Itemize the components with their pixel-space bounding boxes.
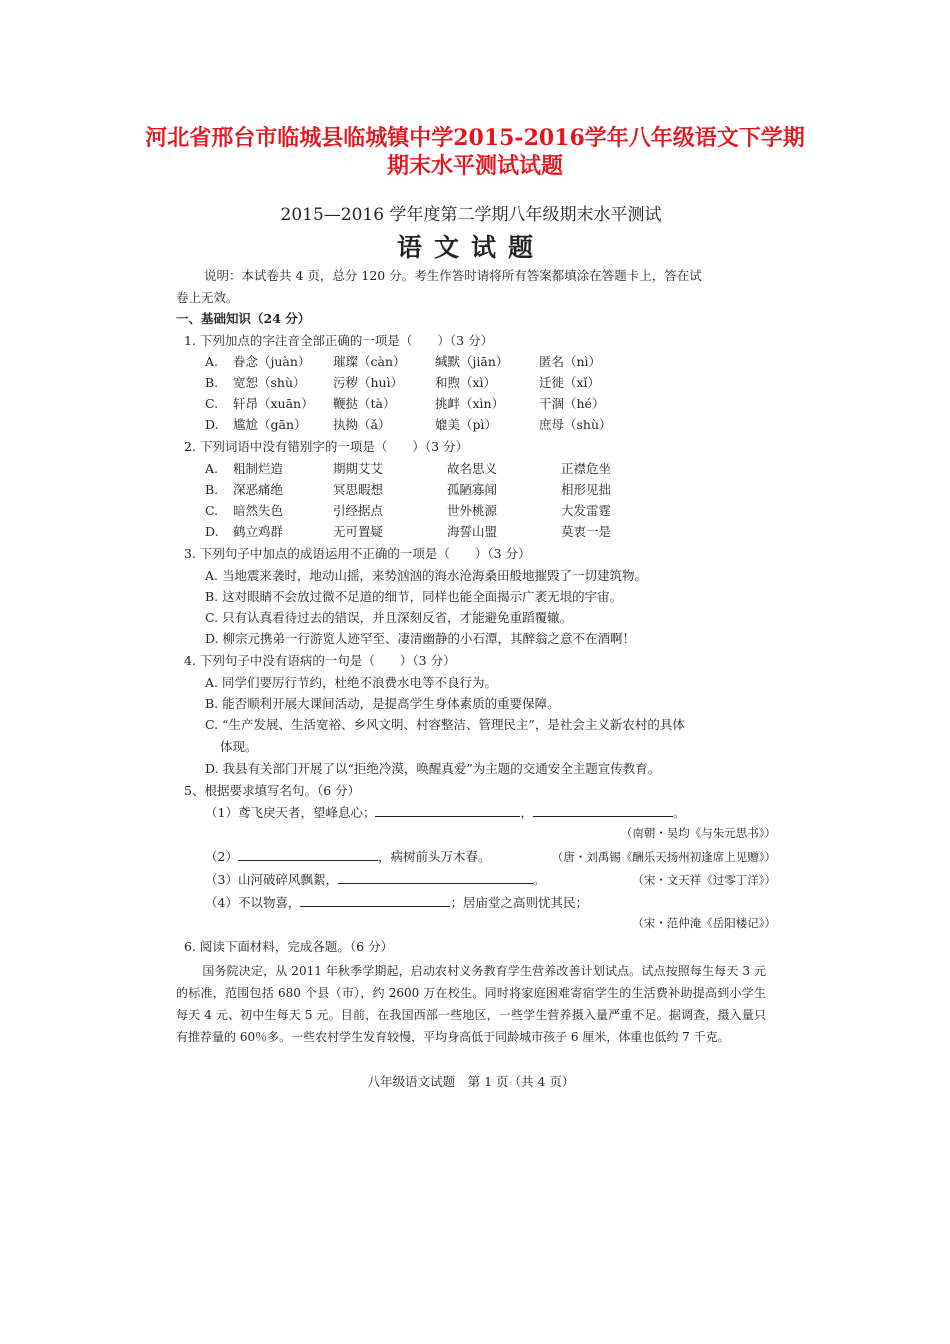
exam-subject: 语文试题 (396, 233, 545, 262)
item-number: （2） (205, 849, 238, 864)
option-letter: C. (205, 503, 219, 518)
verse-text: 。 (532, 872, 546, 887)
option-word: 庶母（shù） (539, 417, 612, 432)
question-1-option-c (205, 395, 639, 413)
fill-in-item-3 (205, 871, 545, 889)
answer-blank[interactable] (375, 804, 520, 817)
question-2-option-d (205, 523, 661, 541)
option-word: 璀璨（càn） (333, 354, 406, 369)
source-citation: （宋・范仲淹《岳阳楼记》） (632, 916, 776, 930)
option-word: 冥思暇想 (333, 482, 384, 497)
option-letter: D. (205, 417, 219, 432)
question-2-option-a (205, 460, 661, 478)
question-1-option-a (205, 353, 639, 371)
answer-blank[interactable] (238, 848, 378, 861)
document-title (0, 124, 950, 180)
document-title-line-1: 河北省邢台市临城县临城镇中学2015-2016学年八年级语文下学期 (145, 125, 805, 151)
question-3-option-b: B. 这对眼睛不会放过微不足道的细节，同样也能全面揭示广袤无垠的宇宙。 (205, 589, 623, 604)
instructions-line-1: 说明：本试卷共 4 页，总分 120 分。考生作答时请将所有答案都填涂在答题卡上，答在试 (204, 268, 702, 283)
item-number: （1） (205, 805, 238, 820)
question-3-stem: 3. 下列句子中加点的成语运用不正确的一项是（ ）（3 分） (184, 546, 531, 561)
option-word: 暗然失色 (233, 503, 284, 518)
option-word: 鹤立鸡群 (233, 524, 284, 539)
question-1-option-d (205, 416, 639, 434)
option-word: 故名思义 (447, 461, 498, 476)
item-number: （3） (205, 872, 238, 887)
option-word: 污秽（huì） (333, 375, 404, 390)
option-word: 和煦（xì） (435, 375, 497, 390)
option-letter: A. (205, 354, 219, 369)
question-4-option-d: D. 我县有关部门开展了以“拒绝冷漠，唤醒真爱”为主题的交通安全主题宣传教育。 (205, 761, 661, 776)
question-4-option-c-cont: 体现。 (220, 739, 258, 754)
option-word: 匿名（nì） (539, 354, 602, 369)
question-3-option-d: D. 柳宗元携弟一行游览人迹罕至、凄清幽静的小石潭，其醉翁之意不在酒啊！ (205, 631, 636, 646)
option-word: 轩昂（xuān） (233, 396, 314, 411)
verse-text: ；居庙堂之高则忧其民； (450, 895, 588, 910)
question-4-option-c: C. “生产发展、生活宽裕、乡风文明、村容整洁、管理民主”，是社会主义新农村的具体 (205, 717, 685, 732)
question-3-option-a: A. 当地震来袭时，地动山摇，来势汹汹的海水沧海桑田般地摧毁了一切建筑物。 (205, 568, 647, 583)
option-word: 无可置疑 (333, 524, 384, 539)
verse-text: 不以物喜， (237, 895, 301, 910)
page-footer: 八年级语文试题 第 1 页（共 4 页） (367, 1074, 575, 1089)
source-citation: （南朝・吴均《与朱元思书》） (620, 826, 776, 840)
source-citation: （宋・文天祥《过零丁洋》） (632, 873, 776, 887)
option-word: 正襟危坐 (561, 461, 612, 476)
verse-text: 鸢飞戾天者，望峰息心； (237, 805, 376, 820)
option-word: 世外桃源 (447, 503, 498, 518)
fill-in-item-2 (205, 848, 490, 866)
question-2-option-b (205, 481, 661, 499)
answer-blank[interactable] (300, 894, 450, 907)
verse-text: ， (520, 805, 533, 820)
exam-heading: 2015—2016 学年度第二学期八年级期末水平测试 (280, 205, 662, 225)
option-word: 大发雷霆 (561, 503, 612, 518)
question-6-stem: 6. 阅读下面材料，完成各题。（6 分） (184, 939, 394, 954)
option-word: 相形见拙 (561, 482, 612, 497)
exam-page-scan (176, 192, 776, 1096)
option-word: 挑衅（xìn） (435, 396, 505, 411)
option-word: 干涸（hé） (539, 396, 605, 411)
question-3-option-c: C. 只有认真看待过去的错误，并且深刻反省，才能避免重蹈覆辙。 (205, 610, 573, 625)
fill-in-item-4 (205, 894, 588, 912)
option-letter: D. (205, 524, 219, 539)
question-1-option-b (205, 374, 639, 392)
reading-passage: 国务院决定，从 2011 年秋季学期起，启动农村义务教育学生营养改善计划试点。试点按照每生每天 3 元的标准，范围包括 680 个县（市），约 2600 万在校生。同时将家庭困难寄宿学生的生活费补助提高到小学生每天 4 元、初中生每天 5 元。目前，在我国西部一些地区，一些学生营养摄入量严重不足。据调查，摄入量只有推荐量的 60％多。一些农村学生发育较慢，平均身高低于同龄城市孩子 6 厘米，体重也低约 7 千克。 (176, 964, 766, 1044)
option-word: 缄默（jiān） (435, 354, 509, 369)
item-number: （4） (205, 895, 238, 910)
option-letter: C. (205, 396, 219, 411)
section-heading: 一、基础知识（24 分） (176, 311, 311, 326)
fill-in-item-1 (205, 804, 686, 822)
option-letter: B. (205, 375, 219, 390)
option-word: 孤陋寡闻 (447, 482, 498, 497)
verse-text: ，病树前头万木春。 (377, 849, 491, 864)
verse-text: 。 (672, 805, 686, 820)
option-word: 鞭挞（tà） (333, 396, 396, 411)
document-title-line-2: 期末水平测试试题 (386, 153, 563, 179)
question-2-option-c (205, 502, 661, 520)
option-letter: A. (205, 461, 219, 476)
option-word: 粗制烂造 (233, 461, 284, 476)
option-word: 宽恕（shù） (233, 375, 306, 390)
answer-blank[interactable] (533, 804, 673, 817)
question-1-stem: 1. 下列加点的字注音全部正确的一项是（ ）（3 分） (184, 333, 494, 348)
option-word: 莫衷一是 (561, 524, 612, 539)
question-5-stem: 5、根据要求填写名句。（6 分） (184, 783, 361, 798)
question-4-option-a: A. 同学们要厉行节约，杜绝不浪费水电等不良行为。 (205, 675, 497, 690)
source-citation: （唐・刘禹锡《酬乐天扬州初逢席上见赠》） (551, 850, 776, 864)
option-word: 眷念（juàn） (233, 354, 311, 369)
option-word: 深恶痛绝 (233, 482, 284, 497)
option-word: 尴尬（gān） (233, 417, 307, 432)
option-word: 引经据点 (333, 503, 384, 518)
verse-text: 山河破碎风飘絮， (237, 872, 338, 887)
answer-blank[interactable] (338, 871, 533, 884)
instructions-line-2: 卷上无效。 (176, 290, 239, 305)
question-4-option-b: B. 能否顺利开展大课间活动，是提高学生身体素质的重要保障。 (205, 696, 560, 711)
option-word: 海誓山盟 (447, 524, 498, 539)
question-4-stem: 4. 下列句子中没有语病的一句是（ ）（3 分） (184, 653, 456, 668)
option-word: 媲美（pì） (435, 417, 497, 432)
question-2-stem: 2. 下列词语中没有错别字的一项是（ ）（3 分） (184, 439, 469, 454)
option-word: 迁徙（xǐ） (539, 375, 601, 390)
option-letter: B. (205, 482, 219, 497)
option-word: 执拗（ǎ） (333, 417, 391, 432)
option-word: 期期艾艾 (333, 461, 384, 476)
